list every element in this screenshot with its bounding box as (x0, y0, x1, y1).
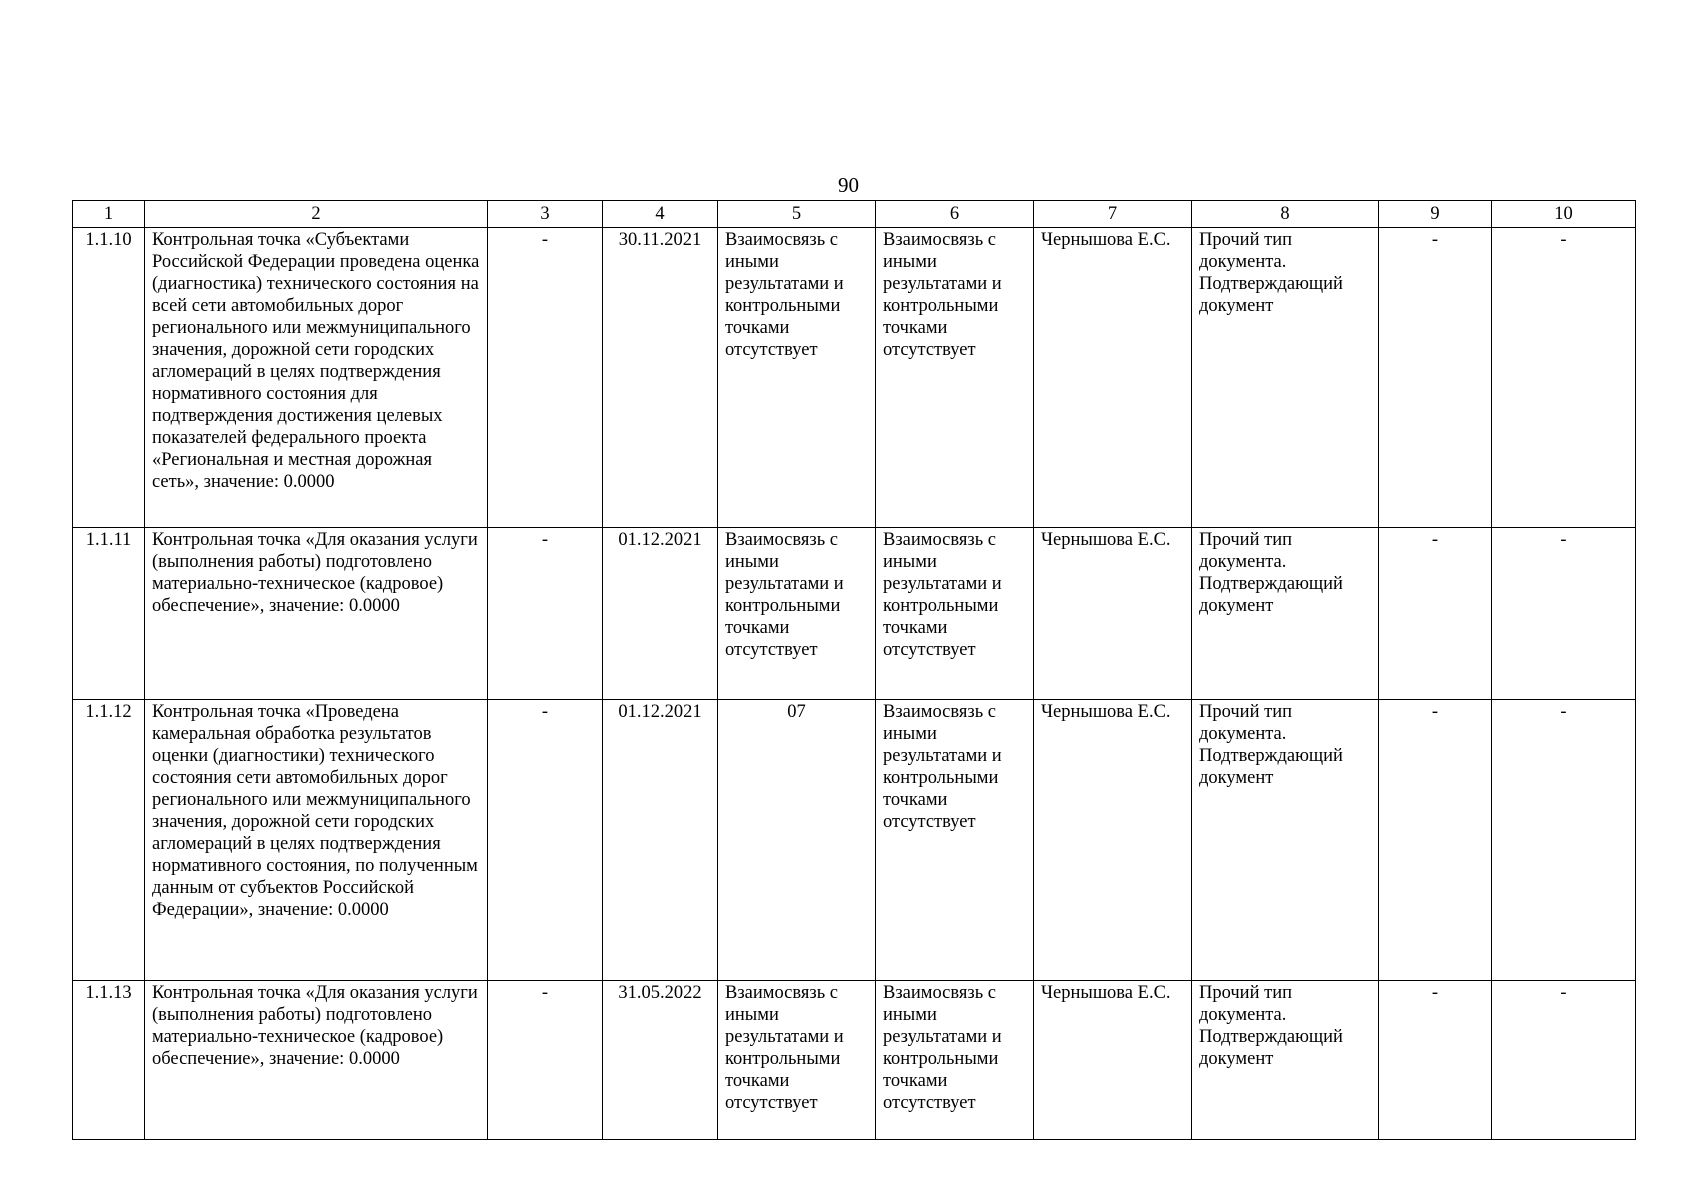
row-number: 1.1.10 (73, 228, 145, 528)
table-row (73, 700, 1636, 981)
cell-col6: Взаимосвязь с иными результатами и контрольными точками отсутствует (876, 700, 1034, 981)
document-type: Прочий тип документа. Подтверждающий документ (1192, 528, 1379, 700)
cell-col10: - (1492, 700, 1636, 981)
cell-col3: - (488, 700, 603, 981)
responsible-person: Чернышова Е.С. (1034, 700, 1192, 981)
document-type: Прочий тип документа. Подтверждающий документ (1192, 700, 1379, 981)
due-date: 31.05.2022 (603, 981, 718, 1140)
document-type: Прочий тип документа. Подтверждающий документ (1192, 981, 1379, 1140)
page-number: 90 (838, 173, 859, 197)
cell-col10: - (1492, 981, 1636, 1140)
column-header: 4 (603, 201, 718, 228)
column-header: 2 (145, 201, 488, 228)
control-point-description: Контрольная точка «Для оказания услуги (выполнения работы) подготовлено материально-техническое (кадровое) обеспечение», значение: 0.0000 (145, 981, 488, 1140)
cell-col6: Взаимосвязь с иными результатами и контрольными точками отсутствует (876, 528, 1034, 700)
cell-col5: Взаимосвязь с иными результатами и контрольными точками отсутствует (718, 228, 876, 528)
document-type: Прочий тип документа. Подтверждающий документ (1192, 228, 1379, 528)
column-header: 9 (1379, 201, 1492, 228)
due-date: 01.12.2021 (603, 700, 718, 981)
column-header: 5 (718, 201, 876, 228)
row-number: 1.1.12 (73, 700, 145, 981)
cell-col5: 07 (718, 700, 876, 981)
responsible-person: Чернышова Е.С. (1034, 228, 1192, 528)
row-number: 1.1.11 (73, 528, 145, 700)
control-point-description: Контрольная точка «Для оказания услуги (выполнения работы) подготовлено материально-техническое (кадровое) обеспечение», значение: 0.0000 (145, 528, 488, 700)
cell-col3: - (488, 228, 603, 528)
column-header: 1 (73, 201, 145, 228)
table-row (73, 981, 1636, 1140)
due-date: 30.11.2021 (603, 228, 718, 528)
due-date: 01.12.2021 (603, 528, 718, 700)
responsible-person: Чернышова Е.С. (1034, 528, 1192, 700)
cell-col6: Взаимосвязь с иными результатами и контрольными точками отсутствует (876, 228, 1034, 528)
control-point-description: Контрольная точка «Проведена камеральная обработка результатов оценки (диагностики) технического состояния сети автомобильных дорог регионального или межмуниципального значения, дорожной сети городских агломераций в целях подтверждения нормативного состояния, по полученным данным от субъектов Российской Федерации», значение: 0.0000 (145, 700, 488, 981)
column-header: 3 (488, 201, 603, 228)
cell-col10: - (1492, 528, 1636, 700)
table-header-row (73, 201, 1636, 228)
column-header: 7 (1034, 201, 1192, 228)
cell-col6: Взаимосвязь с иными результатами и контрольными точками отсутствует (876, 981, 1034, 1140)
table-row (73, 228, 1636, 528)
cell-col10: - (1492, 228, 1636, 528)
cell-col3: - (488, 981, 603, 1140)
cell-col5: Взаимосвязь с иными результатами и контрольными точками отсутствует (718, 981, 876, 1140)
row-number: 1.1.13 (73, 981, 145, 1140)
cell-col9: - (1379, 700, 1492, 981)
control-points-table (72, 200, 1636, 1140)
column-header: 6 (876, 201, 1034, 228)
cell-col9: - (1379, 228, 1492, 528)
cell-col9: - (1379, 981, 1492, 1140)
cell-col3: - (488, 528, 603, 700)
control-point-description: Контрольная точка «Субъектами Российской Федерации проведена оценка (диагностика) технического состояния на всей сети автомобильных дорог регионального или межмуниципального значения, дорожной сети городских агломераций в целях подтверждения нормативного состояния для подтверждения достижения целевых показателей федерального проекта «Региональная и местная дорожная сеть», значение: 0.0000 (145, 228, 488, 528)
cell-col5: Взаимосвязь с иными результатами и контрольными точками отсутствует (718, 528, 876, 700)
column-header: 8 (1192, 201, 1379, 228)
column-header: 10 (1492, 201, 1636, 228)
table-row (73, 528, 1636, 700)
responsible-person: Чернышова Е.С. (1034, 981, 1192, 1140)
cell-col9: - (1379, 528, 1492, 700)
